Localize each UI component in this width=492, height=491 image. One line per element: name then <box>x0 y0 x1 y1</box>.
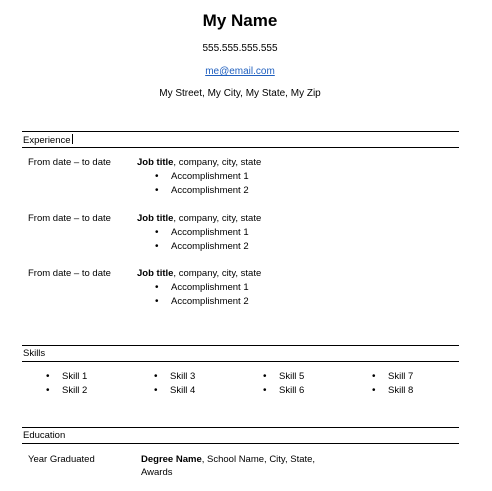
skill-item[interactable]: • Skill 7 <box>388 371 413 382</box>
graduation-year[interactable]: Year Graduated <box>28 454 95 465</box>
accomplishment-item[interactable]: • Accomplishment 1 <box>171 171 249 182</box>
school-details: , School Name, City, State, <box>201 454 316 465</box>
job-dates[interactable]: From date – to date <box>28 157 111 168</box>
job-heading[interactable] <box>137 268 261 279</box>
accomplishment-item[interactable]: • Accomplishment 2 <box>171 185 249 196</box>
experience-heading[interactable]: Experience <box>23 135 71 146</box>
accomplishment-item[interactable]: • Accomplishment 2 <box>171 241 249 252</box>
skills-bottom-rule <box>22 361 459 362</box>
degree-heading[interactable] <box>141 454 315 465</box>
skill-item[interactable]: • Skill 4 <box>170 385 195 396</box>
education-heading[interactable]: Education <box>23 430 66 441</box>
skill-item[interactable]: • Skill 3 <box>170 371 195 382</box>
resume-name[interactable]: My Name <box>202 11 278 30</box>
accomplishment-item[interactable]: • Accomplishment 1 <box>171 282 249 293</box>
skill-item[interactable]: • Skill 5 <box>279 371 304 382</box>
text-cursor <box>72 134 73 144</box>
degree-name: Degree Name <box>141 454 202 465</box>
skills-heading[interactable]: Skills <box>23 348 46 359</box>
education-awards[interactable]: Awards <box>141 467 173 478</box>
job-title: Job title <box>137 213 174 224</box>
experience-top-rule <box>22 131 459 132</box>
phone-number[interactable]: 555.555.555.555 <box>202 43 278 54</box>
job-details: , company, city, state <box>173 213 262 224</box>
accomplishment-item[interactable]: • Accomplishment 2 <box>171 296 249 307</box>
job-heading[interactable] <box>137 157 261 168</box>
skill-item[interactable]: • Skill 8 <box>388 385 413 396</box>
email-link[interactable]: me@email.com <box>205 66 275 77</box>
street-address[interactable]: My Street, My City, My State, My Zip <box>159 88 321 99</box>
skills-top-rule <box>22 345 459 346</box>
education-bottom-rule <box>22 443 459 444</box>
job-details: , company, city, state <box>173 157 262 168</box>
job-dates[interactable]: From date – to date <box>28 213 111 224</box>
experience-bottom-rule <box>22 147 459 148</box>
job-details: , company, city, state <box>173 268 262 279</box>
skill-item[interactable]: • Skill 1 <box>62 371 87 382</box>
skill-item[interactable]: • Skill 2 <box>62 385 87 396</box>
job-title: Job title <box>137 157 174 168</box>
skill-item[interactable]: • Skill 6 <box>279 385 304 396</box>
job-title: Job title <box>137 268 174 279</box>
accomplishment-item[interactable]: • Accomplishment 1 <box>171 227 249 238</box>
job-heading[interactable] <box>137 213 261 224</box>
education-top-rule <box>22 427 459 428</box>
job-dates[interactable]: From date – to date <box>28 268 111 279</box>
